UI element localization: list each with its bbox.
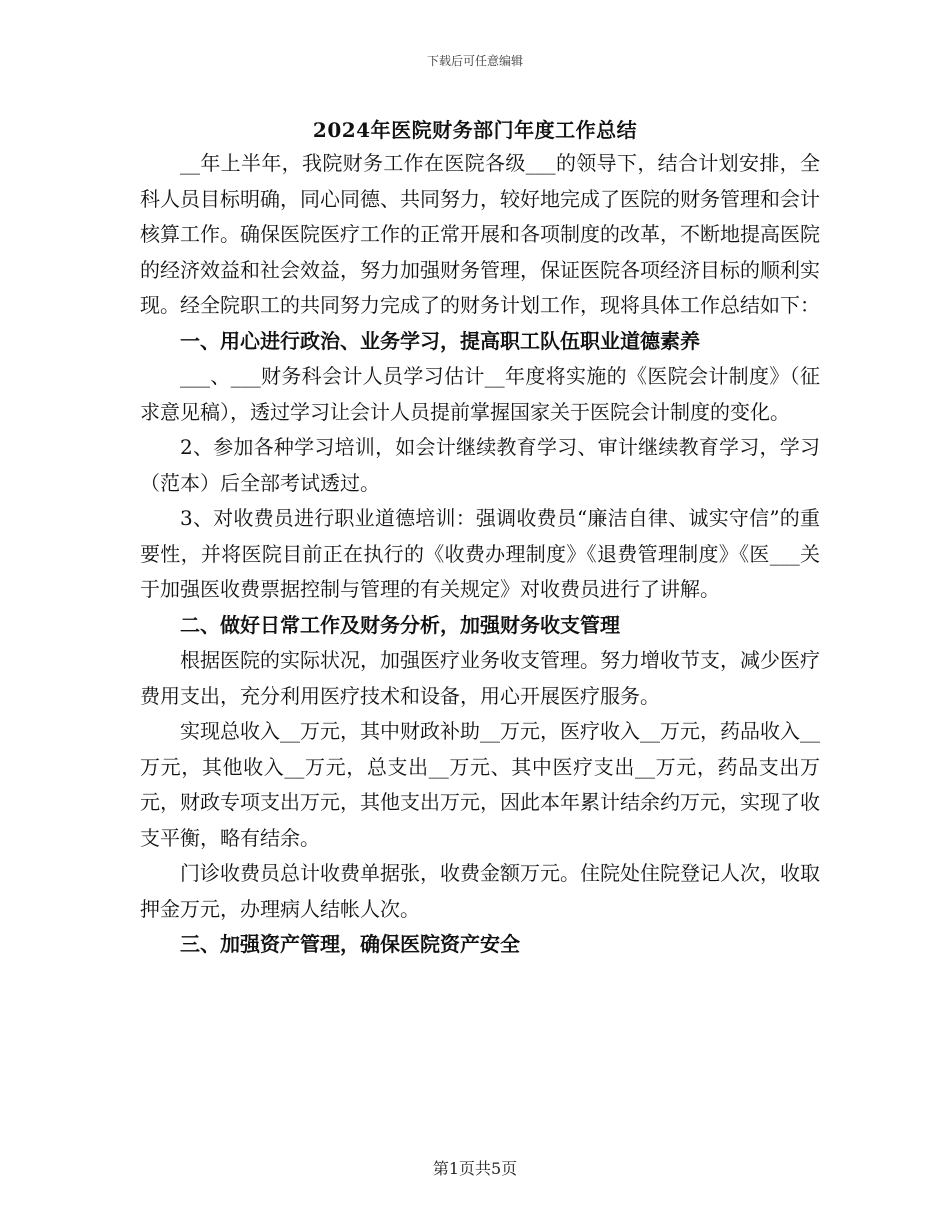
document-title: 2024年医院财务部门年度工作总结 <box>312 118 638 142</box>
intro-paragraph: __年上半年，我院财务工作在医院各级___的领导下，结合计划安排，全科人员目标明确，同心同德、共同努力，较好地完成了医院的财务管理和会计核算工作。确保医院医疗工作的正常开展和各项制度的改革，不断地提高医院的经济效益和社会效益，努力加强财务管理，保证医院各项经济目标的顺利实现。经全院职工的共同努力完成了的财务计划工作，现将具体工作总结如下： <box>140 151 820 317</box>
section-3-heading: 三、加强资产管理，确保医院资产安全 <box>180 932 520 956</box>
section-1-paragraph-3: 3、对收费员进行职业道德培训：强调收费员“廉洁自律、诚实守信”的重要性，并将医院目前正在执行的《收费办理制度》《退费管理制度》《医___关于加强医收费票据控制与管理的有关规定》对收费员进行了讲解。 <box>140 506 820 601</box>
section-1-heading: 一、用心进行政治、业务学习，提高职工队伍职业道德素养 <box>180 328 700 353</box>
page-header-note: 下载后可任意编辑 <box>426 54 523 68</box>
section-2-paragraph-2: 实现总收入__万元，其中财政补助__万元，医疗收入__万元，药品收入__万元，其他收入__万元，总支出__万元、其中医疗支出__万元，药品支出万元，财政专项支出万元，其他支出万元，因此本年累计结余约万元，实现了收支平衡，略有结余。 <box>140 719 820 850</box>
section-1-paragraph-2: 2、参加各种学习培训，如会计继续教育学习、审计继续教育学习，学习（范本）后全部考试透过。 <box>140 435 820 495</box>
page-number: 第1页共5页 <box>432 1159 518 1178</box>
section-1-paragraph-1: ___、___财务科会计人员学习估计__年度将实施的《医院会计制度》（征求意见稿），透过学习让会计人员提前掌握国家关于医院会计制度的变化。 <box>140 364 820 424</box>
document-body <box>140 146 820 963</box>
section-2-heading: 二、做好日常工作及财务分析，加强财务收支管理 <box>180 612 620 637</box>
section-2-paragraph-1: 根据医院的实际状况，加强医疗业务收支管理。努力增收节支，减少医疗费用支出，充分利用医疗技术和设备，用心开展医疗服务。 <box>140 648 820 708</box>
section-2-paragraph-3: 门诊收费员总计收费单据张，收费金额万元。住院处住院登记人次，收取押金万元，办理病人结帐人次。 <box>140 861 820 921</box>
